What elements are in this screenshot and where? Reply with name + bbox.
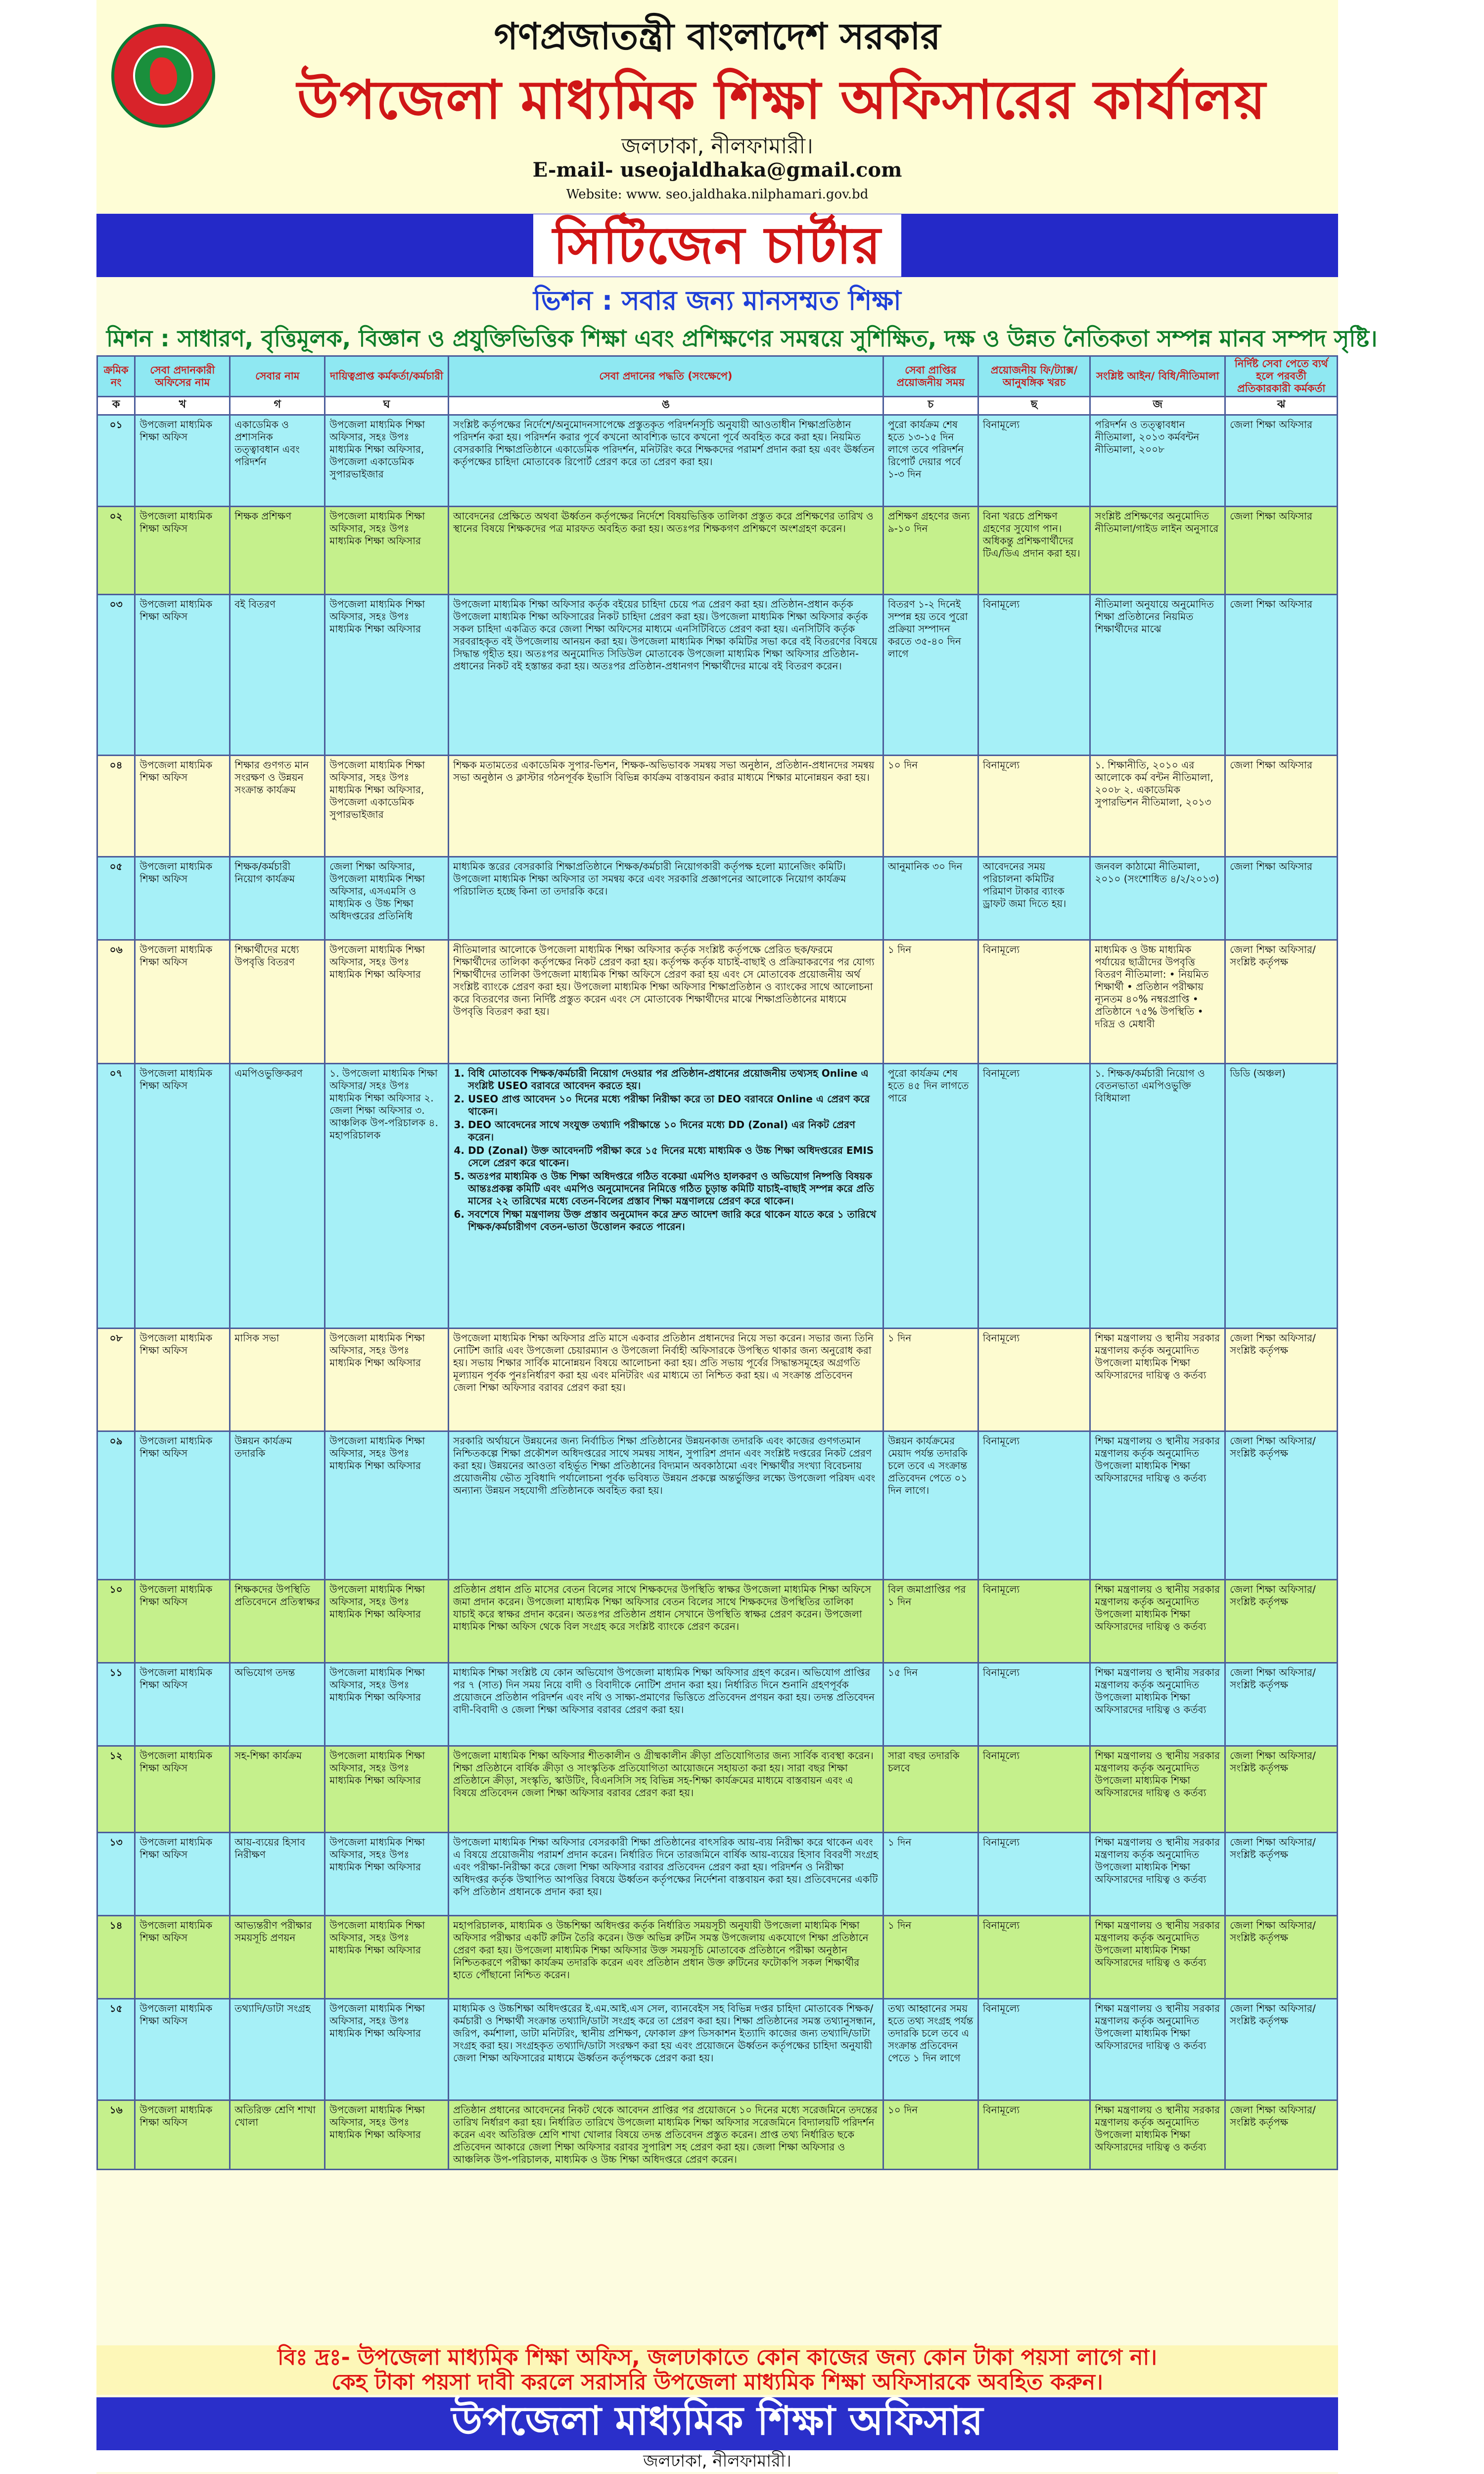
officer-cell: উপজেলা মাধ্যমিক শিক্ষা অফিসার, সহঃ উপঃ মাধ্যমিক শিক্ষা অফিসার, উপজেলা একাডেমিক সুপারভাইজার (325, 756, 449, 857)
column-letter: ক (97, 397, 135, 415)
table-row (97, 940, 1338, 1064)
method-cell: উপজেলা মাধ্যমিক শিক্ষা অফিসার শীতকালীন ও গ্রীষ্মকালীন ক্রীড়া প্রতিযোগিতার জন্য সার্বিক ব্যবস্থা করেন। শিক্ষা প্রতিষ্ঠানে বার্ষিক ক্রীড়া ও সাংস্কৃতিক প্রতিযোগিতা আয়োজনে সহায়তা করা হয়। সারা বছর শিক্ষা প্রতিষ্ঠানে ক্রীড়া, সংস্কৃতি, স্কাউটিং, বিএনসিসি সহ বিভিন্ন সহ-শিক্ষা কার্যক্রমের মাধ্যমে বাস্তবায়ন এবং এ বিষয়ে প্রতিবেদন জেলা শিক্ষা অফিসার বরাবর প্রেরণ করা হয়। (448, 1746, 883, 1833)
remedy-cell: জেলা শিক্ষা অফিসার (1225, 415, 1338, 507)
officer-cell: উপজেলা মাধ্যমিক শিক্ষা অফিসার, সহঃ উপঃ মাধ্যমিক শিক্ষা অফিসার (325, 1580, 449, 1663)
fee-cell: বিনামূল্যে (978, 595, 1090, 756)
remedy-cell: জেলা শিক্ষা অফিসার/ সংশ্লিষ্ট কর্তৃপক্ষ (1225, 2100, 1338, 2170)
office-cell: উপজেলা মাধ্যমিক শিক্ষা অফিস (135, 1833, 230, 1916)
service-cell: শিক্ষকদের উপস্থিতি প্রতিবেদনে প্রতিস্বাক্ষর (230, 1580, 325, 1663)
method-cell: সংশ্লিষ্ট কর্তৃপক্ষের নির্দেশে/অনুমোদনসাপেক্ষে প্রস্তুতকৃত পরিদর্শনসূচি অনুযায়ী আওতাধীন শিক্ষাপ্রতিষ্ঠান পরিদর্শন করা হয়। পরিদর্শন করার পূর্বে কখনো আবশ্যিক ভাবে কখনো পূর্বে অবহিত করে করা হয়। নিয়মিত বেসরকারি শিক্ষাপ্রতিষ্ঠানে একাডেমিক পরিদর্শন, মনিটরিং করে শিক্ষকদের পরামর্শ প্রদান করা হয় এবং ঊর্ধ্বতন কর্তৃপক্ষের চাহিদা মোতাবেক রিপোর্ট প্রেরণ করে তা প্রেরণ করা হয়। (448, 415, 883, 507)
office-cell: উপজেলা মাধ্যমিক শিক্ষা অফিস (135, 756, 230, 857)
officer-cell: উপজেলা মাধ্যমিক শিক্ষা অফিসার, সহঃ উপঃ মাধ্যমিক শিক্ষা অফিসার (325, 940, 449, 1064)
office-cell: উপজেলা মাধ্যমিক শিক্ষা অফিস (135, 1329, 230, 1431)
vision-statement: ভিশন : সবার জন্য মানসম্মত শিক্ষা (533, 285, 901, 316)
fee-cell: বিনামূল্যে (978, 1663, 1090, 1746)
fee-cell: বিনামূল্যে (978, 1999, 1090, 2100)
serial-cell: ১৬ (97, 2100, 135, 2170)
citizen-charter-poster (96, 0, 1378, 2474)
serial-cell: ০৮ (97, 1329, 135, 1431)
service-cell: অভিযোগ তদন্ত (230, 1663, 325, 1746)
law-cell: শিক্ষা মন্ত্রণালয় ও স্থানীয় সরকার মন্ত্রণালয় কর্তৃক অনুমোদিত উপজেলা মাধ্যমিক শিক্ষা অফিসারদের দায়িত্ব ও কর্তব্য (1090, 1833, 1225, 1916)
method-cell: প্রতিষ্ঠান প্রধান প্রতি মাসের বেতন বিলের সাথে শিক্ষকদের উপস্থিতি স্বাক্ষর উপজেলা মাধ্যমিক শিক্ষা অফিসে জমা প্রদান করেন। উপজেলা মাধ্যমিক শিক্ষা অফিসার বেতন বিলের সাথে শিক্ষকদের উপস্থিতির তালিকা যাচাই করে স্বাক্ষর প্রদান করেন। অতঃপর প্রতিষ্ঠান প্রধান সেখানে উপস্থিতি স্বাক্ষর প্রেরণ করেন। উপজেলা মাধ্যমিক শিক্ষা অফিস থেকে বিল সংগ্রহ করে সংশ্লিষ্ট ব্যাংকে প্রেরণ করেন। (448, 1580, 883, 1663)
service-cell: একাডেমিক ও প্রশাসনিক তত্ত্বাবধান এবং পরিদর্শন (230, 415, 325, 507)
column-letter: খ (135, 397, 230, 415)
office-cell: উপজেলা মাধ্যমিক শিক্ষা অফিস (135, 2100, 230, 2170)
officer-cell: উপজেলা মাধ্যমিক শিক্ষা অফিসার, সহঃ উপঃ মাধ্যমিক শিক্ষা অফিসার (325, 1431, 449, 1580)
remedy-cell: জেলা শিক্ষা অফিসার/ সংশ্লিষ্ট কর্তৃপক্ষ (1225, 1999, 1338, 2100)
mpo-steps-list (453, 1067, 879, 1233)
serial-cell: ০৬ (97, 940, 135, 1064)
time-cell: ১ দিন (883, 1833, 978, 1916)
column-header: সেবা প্রদানের পদ্ধতি (সংক্ষেপে) (448, 356, 883, 397)
column-letter: ঘ (325, 397, 449, 415)
mission-statement: মিশন : সাধারণ, বৃত্তিমূলক, বিজ্ঞান ও প্রযুক্তিভিত্তিক শিক্ষা এবং প্রশিক্ষণের সমন্বয়ে সুশিক্ষিত, দক্ষ ও উন্নত নৈতিকতা সম্পন্ন মানব সম্পদ সৃষ্টি। (106, 325, 1378, 352)
column-letter-row (97, 397, 1338, 415)
remedy-cell: জেলা শিক্ষা অফিসার/ সংশ্লিষ্ট কর্তৃপক্ষ (1225, 1916, 1338, 1999)
method-cell (448, 1064, 883, 1329)
column-header: সেবা প্রদানকারী অফিসের নাম (135, 356, 230, 397)
method-cell: শিক্ষক মতামতের একাডেমিক সুপার-ভিশন, শিক্ষক-অভিভাবক সমন্বয় সভা অনুষ্ঠান, প্রতিষ্ঠান-প্রধানদের সমন্বয় সভা অনুষ্ঠান ও ক্লাস্টার গঠনপূর্বক ইভাসি বিভিন্ন কার্যক্রম বাস্তবায়ন করার মাধ্যমে শিক্ষার মানোন্নয়ন করা হয়। (448, 756, 883, 857)
time-cell: আনুমানিক ৩০ দিন (883, 857, 978, 940)
office-cell: উপজেলা মাধ্যমিক শিক্ষা অফিস (135, 1663, 230, 1746)
office-cell: উপজেলা মাধ্যমিক শিক্ষা অফিস (135, 1999, 230, 2100)
remedy-cell: জেলা শিক্ষা অফিসার (1225, 756, 1338, 857)
officer-cell: উপজেলা মাধ্যমিক শিক্ষা অফিসার, সহঃ উপঃ মাধ্যমিক শিক্ষা অফিসার (325, 595, 449, 756)
mpo-step: 1. বিধি মোতাবেক শিক্ষক/কর্মচারী নিয়োগ দেওয়ার পর প্রতিষ্ঠান-প্রধানের প্রয়োজনীয় তথ্যসহ Online এ সংশ্লিষ্ট USEO বরাবরে আবেদন করতে হয়। (468, 1067, 879, 1092)
serial-cell: ০৫ (97, 857, 135, 940)
office-address: জলঢাকা, নীলফামারী। (621, 134, 813, 159)
table-row (97, 1746, 1338, 1833)
fee-cell: বিনামূল্যে (978, 2100, 1090, 2170)
serial-cell: ১২ (97, 1746, 135, 1833)
signature-place: জলঢাকা, নীলফামারী। (96, 2450, 1338, 2472)
serial-cell: ১৪ (97, 1916, 135, 1999)
officer-cell: উপজেলা মাধ্যমিক শিক্ষা অফিসার, সহঃ উপঃ মাধ্যমিক শিক্ষা অফিসার (325, 1833, 449, 1916)
mpo-step: 4. DD (Zonal) উক্ত আবেদনটি পরীক্ষা করে ১৫ দিনের মধ্যে মাধ্যমিক ও উচ্চ শিক্ষা অধিদপ্তরের EMIS সেলে প্রেরণ করে থাকেন। (468, 1144, 879, 1169)
serial-cell: ১৫ (97, 1999, 135, 2100)
fee-cell: বিনামূল্যে (978, 415, 1090, 507)
service-cell: আভ্যন্তরীণ পরীক্ষার সময়সূচি প্রণয়ন (230, 1916, 325, 1999)
law-cell: পরিদর্শন ও তত্ত্বাবধান নীতিমালা, ২০১৩ কর্মবন্টন নীতিমালা, ২০০৮ (1090, 415, 1225, 507)
fee-cell: বিনা খরচে প্রশিক্ষণ গ্রহণের সুযোগ পান। অধিকন্তু প্রশিক্ষণার্থীদের টিএ/ডিএ প্রদান করা হয়। (978, 507, 1090, 595)
office-cell: উপজেলা মাধ্যমিক শিক্ষা অফিস (135, 507, 230, 595)
column-header: ক্রমিক নং (97, 356, 135, 397)
remedy-cell: জেলা শিক্ষা অফিসার/ সংশ্লিষ্ট কর্তৃপক্ষ (1225, 1833, 1338, 1916)
column-header: সেবা প্রাপ্তির প্রয়োজনীয় সময় (883, 356, 978, 397)
service-cell: উন্নয়ন কার্যক্রম তদারকি (230, 1431, 325, 1580)
fee-cell: বিনামূল্যে (978, 1833, 1090, 1916)
table-row (97, 595, 1338, 756)
officer-cell: উপজেলা মাধ্যমিক শিক্ষা অফিসার, সহঃ উপঃ মাধ্যমিক শিক্ষা অফিসার (325, 1329, 449, 1431)
office-cell: উপজেলা মাধ্যমিক শিক্ষা অফিস (135, 1431, 230, 1580)
table-row (97, 1580, 1338, 1663)
table-row (97, 1329, 1338, 1431)
column-header: দায়িত্বপ্রাপ্ত কর্মকর্তা/কর্মচারী (325, 356, 449, 397)
time-cell: ১০ দিন (883, 2100, 978, 2170)
law-cell: শিক্ষা মন্ত্রণালয় ও স্থানীয় সরকার মন্ত্রণালয় কর্তৃক অনুমোদিত উপজেলা মাধ্যমিক শিক্ষা অফিসারদের দায়িত্ব ও কর্তব্য (1090, 1431, 1225, 1580)
service-cell: তথ্যাদি/ডাটা সংগ্রহ (230, 1999, 325, 2100)
remedy-cell: ডিডি (অঞ্চল) (1225, 1064, 1338, 1329)
fee-cell: বিনামূল্যে (978, 1329, 1090, 1431)
service-table-container (96, 355, 1338, 2170)
remedy-cell: জেলা শিক্ষা অফিসার/ সংশ্লিষ্ট কর্তৃপক্ষ (1225, 1431, 1338, 1580)
fee-cell: বিনামূল্যে (978, 1746, 1090, 1833)
time-cell: ১ দিন (883, 940, 978, 1064)
mpo-step: 6. সবশেষে শিক্ষা মন্ত্রণালয় উক্ত প্রস্তাব অনুমোদন করে দ্রুত আদেশ জারি করে থাকেন যাতে করে ১ তারিখে শিক্ষক/কর্মচারীগণ বেতন-ভাতা উত্তোলন করতে পারেন। (468, 1208, 879, 1233)
serial-cell: ০১ (97, 415, 135, 507)
time-cell: বিতরণ ১-২ দিনেই সম্পন্ন হয় তবে পুরো প্রক্রিয়া সম্পাদন করতে ৩৫-৪০ দিন লাগে (883, 595, 978, 756)
remedy-cell: জেলা শিক্ষা অফিসার (1225, 857, 1338, 940)
service-cell: আয়-ব্যয়ের হিসাব নিরীক্ষণ (230, 1833, 325, 1916)
table-row (97, 415, 1338, 507)
office-website: Website: www. seo.jaldhaka.nilphamari.gov.bd (566, 187, 869, 202)
notice-line-1: বিঃ দ্রঃ- উপজেলা মাধ্যমিক শিক্ষা অফিস, জলঢাকাতে কোন কাজের জন্য কোন টাকা পয়সা লাগে না। (278, 2345, 1157, 2370)
mpo-step: 5. অতঃপর মাধ্যমিক ও উচ্চ শিক্ষা অধিদপ্তরে গঠিত বকেয়া এমপিও হালকরণ ও অভিযোগ নিষ্পত্তি বিষয়ক আন্তঃপ্রকল্প কমিটি এবং এমপিও অনুমোদনের নিমিত্তে গঠিত চূড়ান্ত কমিটি যাচাই-বাছাই সম্পন্ন করে প্রতি মাসের ২২ তারিখের মধ্যে বেতন-বিলের প্রস্তাব শিক্ষা মন্ত্রণালয়ে প্রেরণ করে থাকেন। (468, 1170, 879, 1207)
remedy-cell: জেলা শিক্ষা অফিসার/ সংশ্লিষ্ট কর্তৃপক্ষ (1225, 1663, 1338, 1746)
officer-cell: উপজেলা মাধ্যমিক শিক্ষা অফিসার, সহঃ উপঃ মাধ্যমিক শিক্ষা অফিসার (325, 507, 449, 595)
service-cell: শিক্ষক প্রশিক্ষণ (230, 507, 325, 595)
method-cell: উপজেলা মাধ্যমিক শিক্ষা অফিসার বেসরকারী শিক্ষা প্রতিষ্ঠানের বাৎসরিক আয়-ব্যয় নিরীক্ষা করে থাকেন এবং এ বিষয়ে প্রয়োজনীয় পরামর্শ প্রদান করেন। নির্ধারিত দিনে তারজমিনে বার্ষিক আয়-ব্যয়ের হিসাব বিবরণী সংগ্রহ এবং পরীক্ষা-নিরীক্ষা করে জেলা শিক্ষা অফিসার বরাবর প্রতিবেদন প্রেরণ করা হয়। পরিদর্শন ও নিরীক্ষা অধিদপ্তর কর্তৃক উত্থাপিত আপত্তির বিষয়ে ঊর্ধ্বতন কর্তৃপক্ষের নির্দেশনা বাস্তবায়ন করা হয়। প্রতিবেদনের একটি কপি প্রতিষ্ঠান প্রধানকে প্রদান করা হয়। (448, 1833, 883, 1916)
citizen-charter-banner (96, 214, 1338, 277)
citizen-charter-title: সিটিজেন চার্টার (533, 214, 901, 277)
office-email: E-mail- useojaldhaka@gmail.com (532, 158, 902, 182)
remedy-cell: জেলা শিক্ষা অফিসার (1225, 595, 1338, 756)
remedy-cell: জেলা শিক্ষা অফিসার/ সংশ্লিষ্ট কর্তৃপক্ষ (1225, 1746, 1338, 1833)
serial-cell: ০৯ (97, 1431, 135, 1580)
time-cell: তথ্য আহ্বানের সময় হতে তথ্য সংগ্রহ পর্যন্ত তদারকি চলে তবে এ সংক্রান্ত প্রতিবেদন পেতে ১ দিন লাগে (883, 1999, 978, 2100)
law-cell: মাধ্যমিক ও উচ্চ মাধ্যমিক পর্যায়ের ছাত্রীদের উপবৃত্তি বিতরণ নীতিমালা: • নিয়মিত শিক্ষার্থী • প্রতিষ্ঠান পরীক্ষায় ন্যূনতম ৪০% নম্বরপ্রাপ্তি • প্রতিষ্ঠানে ৭৫% উপস্থিতি • দরিদ্র ও মেধাবী (1090, 940, 1225, 1064)
law-cell: শিক্ষা মন্ত্রণালয় ও স্থানীয় সরকার মন্ত্রণালয় কর্তৃক অনুমোদিত উপজেলা মাধ্যমিক শিক্ষা অফিসারদের দায়িত্ব ও কর্তব্য (1090, 1916, 1225, 1999)
office-cell: উপজেলা মাধ্যমিক শিক্ষা অফিস (135, 1064, 230, 1329)
table-row (97, 1663, 1338, 1746)
law-cell: শিক্ষা মন্ত্রণালয় ও স্থানীয় সরকার মন্ত্রণালয় কর্তৃক অনুমোদিত উপজেলা মাধ্যমিক শিক্ষা অফিসারদের দায়িত্ব ও কর্তব্য (1090, 1580, 1225, 1663)
time-cell: প্রশিক্ষণ গ্রহণের জন্য ৯-১০ দিন (883, 507, 978, 595)
service-table (96, 355, 1338, 2170)
law-cell: শিক্ষা মন্ত্রণালয় ও স্থানীয় সরকার মন্ত্রণালয় কর্তৃক অনুমোদিত উপজেলা মাধ্যমিক শিক্ষা অফিসারদের দায়িত্ব ও কর্তব্য (1090, 1329, 1225, 1431)
office-cell: উপজেলা মাধ্যমিক শিক্ষা অফিস (135, 857, 230, 940)
officer-cell: উপজেলা মাধ্যমিক শিক্ষা অফিসার, সহঃ উপঃ মাধ্যমিক শিক্ষা অফিসার (325, 2100, 449, 2170)
fee-cell: বিনামূল্যে (978, 1580, 1090, 1663)
table-row (97, 507, 1338, 595)
table-body (97, 415, 1338, 2170)
service-cell: সহ-শিক্ষা কার্যক্রম (230, 1746, 325, 1833)
method-cell: আবেদনের প্রেক্ষিতে অথবা ঊর্ধ্বতন কর্তৃপক্ষের নির্দেশে বিষয়ভিত্তিক তালিকা প্রস্তুত করে প্রশিক্ষণের তারিখ ও স্থানের বিষয়ে শিক্ষকদের পত্র মারফত অবহিত করা হয়। অতঃপর শিক্ষকগণ প্রশিক্ষণে অংশগ্রহণ করেন। (448, 507, 883, 595)
law-cell: ১. শিক্ষানীতি, ২০১০ এর আলোকে কর্ম বন্টন নীতিমালা, ২০০৮ ২. একাডেমিক সুপারভিশন নীতিমালা, ২০১৩ (1090, 756, 1225, 857)
law-cell: শিক্ষা মন্ত্রণালয় ও স্থানীয় সরকার মন্ত্রণালয় কর্তৃক অনুমোদিত উপজেলা মাধ্যমিক শিক্ষা অফিসারদের দায়িত্ব ও কর্তব্য (1090, 1999, 1225, 2100)
officer-cell: উপজেলা মাধ্যমিক শিক্ষা অফিসার, সহঃ উপঃ মাধ্যমিক শিক্ষা অফিসার (325, 1999, 449, 2100)
officer-cell: উপজেলা মাধ্যমিক শিক্ষা অফিসার, সহঃ উপঃ মাধ্যমিক শিক্ষা অফিসার (325, 1663, 449, 1746)
law-cell: সংশ্লিষ্ট প্রশিক্ষণের অনুমোদিত নীতিমালা/গাইড লাইন অনুসারে (1090, 507, 1225, 595)
law-cell: শিক্ষা মন্ত্রণালয় ও স্থানীয় সরকার মন্ত্রণালয় কর্তৃক অনুমোদিত উপজেলা মাধ্যমিক শিক্ষা অফিসারদের দায়িত্ব ও কর্তব্য (1090, 1746, 1225, 1833)
office-cell: উপজেলা মাধ্যমিক শিক্ষা অফিস (135, 1580, 230, 1663)
table-header-row (97, 356, 1338, 397)
service-cell: অতিরিক্ত শ্রেণি শাখা খোলা (230, 2100, 325, 2170)
law-cell: জনবল কাঠামো নীতিমালা, ২০১০ (সংশোধিত ৪/২/২০১৩) (1090, 857, 1225, 940)
column-letter: ঝ (1225, 397, 1338, 415)
office-cell: উপজেলা মাধ্যমিক শিক্ষা অফিস (135, 415, 230, 507)
time-cell: ১০ দিন (883, 756, 978, 857)
serial-cell: ১১ (97, 1663, 135, 1746)
column-letter: ছ (978, 397, 1090, 415)
time-cell: ১ দিন (883, 1329, 978, 1431)
officer-cell: জেলা শিক্ষা অফিসার, উপজেলা মাধ্যমিক শিক্ষা অফিসার, এসএমসি ও মাধ্যমিক ও উচ্চ শিক্ষা অধিদপ্তরের প্রতিনিধি (325, 857, 449, 940)
remedy-cell: জেলা শিক্ষা অফিসার/ সংশ্লিষ্ট কর্তৃপক্ষ (1225, 940, 1338, 1064)
mpo-step: 2. USEO প্রাপ্ত আবেদন ১০ দিনের মধ্যে পরীক্ষা নিরীক্ষা করে তা DEO বরাবরে Online এ প্রেরণ করে থাকেন। (468, 1093, 879, 1118)
notice-line-2: কেহ টাকা পয়সা দাবী করলে সরাসরি উপজেলা মাধ্যমিক শিক্ষা অফিসারকে অবহিত করুন। (331, 2370, 1103, 2395)
service-cell: মাসিক সভা (230, 1329, 325, 1431)
time-cell: সারা বছর তদারকি চলবে (883, 1746, 978, 1833)
law-cell: ১. শিক্ষক/কর্মচারী নিয়োগ ও বেতনভাতা এমপিওভুক্তি বিধিমালা (1090, 1064, 1225, 1329)
serial-cell: ০২ (97, 507, 135, 595)
mpo-step: 3. DEO আবেদনের সাথে সংযুক্ত তথ্যাদি পরীক্ষান্তে ১০ দিনের মধ্যে DD (Zonal) এর নিকট প্রেরণ করেন। (468, 1119, 879, 1143)
time-cell: পুরো কার্যক্রম শেষ হতে ১৩-১৫ দিন লাগে তবে পরিদর্শন রিপোর্ট দেয়ার পর্বে ১-৩ দিন (883, 415, 978, 507)
law-cell: নীতিমালা অনুযায়ে অনুমোদিত শিক্ষা প্রতিষ্ঠানের নিয়মিত শিক্ষার্থীদের মাঝে (1090, 595, 1225, 756)
remedy-cell: জেলা শিক্ষা অফিসার/ সংশ্লিষ্ট কর্তৃপক্ষ (1225, 1329, 1338, 1431)
method-cell: সরকারি অর্থায়নে উন্নয়নের জন্য নির্বাচিত শিক্ষা প্রতিষ্ঠানের উন্নয়নকাজ তদারকি এবং কাজের গুণগতমান নিশ্চিতকল্পে শিক্ষা প্রকৌশল অধিদপ্তরের সাথে সমন্বয় সাধন, সুপারিশ প্রদান এবং সংশ্লিষ্ট দপ্তরের নিকট প্রেরণ করা হয়। উন্নয়নের আওতা বহির্ভূত শিক্ষা প্রতিষ্ঠানের বিদ্যমান অবকাঠামো এবং শিক্ষার্থীর সংখ্যা বিবেচনায় প্রয়োজনীয় ভৌত সুবিধাদি পর্যালোচনা পূর্বক ভবিষ্যত উন্নয়ন প্রকল্পে অন্তর্ভুক্তির লক্ষ্যে উপজেলা পরিষদ এবং অন্যান্য উন্নয়ন সহযোগী প্রতিষ্ঠানকে অবহিত করা হয়। (448, 1431, 883, 1580)
fee-cell: বিনামূল্যে (978, 1064, 1090, 1329)
column-header: সেবার নাম (230, 356, 325, 397)
time-cell: বিল জমাপ্রাপ্তির পর ১ দিন (883, 1580, 978, 1663)
column-header: প্রয়োজনীয় ফি/ট্যাক্স/ আনুষঙ্গিক খরচ (978, 356, 1090, 397)
column-letter: ঙ (448, 397, 883, 415)
method-cell: মাধ্যমিক স্তরের বেসরকারি শিক্ষাপ্রতিষ্ঠানে শিক্ষক/কর্মচারী নিয়োগকারী কর্তৃপক্ষ হলো ম্যানেজিং কমিটি। উপজেলা মাধ্যমিক শিক্ষা অফিসার তা সমন্বয় করে এবং সরকারি প্রজ্ঞাপনের আলোকে নিয়োগ কার্যক্রম পরিচালিত হচ্ছে কিনা তা তদারকি করে। (448, 857, 883, 940)
signature-title: উপজেলা মাধ্যমিক শিক্ষা অফিসার (96, 2397, 1338, 2452)
notice-box (96, 2345, 1338, 2395)
law-cell: শিক্ষা মন্ত্রণালয় ও স্থানীয় সরকার মন্ত্রণালয় কর্তৃক অনুমোদিত উপজেলা মাধ্যমিক শিক্ষা অফিসারদের দায়িত্ব ও কর্তব্য (1090, 2100, 1225, 2170)
office-cell: উপজেলা মাধ্যমিক শিক্ষা অফিস (135, 940, 230, 1064)
column-header: সংশ্লিষ্ট আইন/ বিধি/নীতিমালা (1090, 356, 1225, 397)
officer-cell: উপজেলা মাধ্যমিক শিক্ষা অফিসার, সহঃ উপঃ মাধ্যমিক শিক্ষা অফিসার (325, 1916, 449, 1999)
table-row (97, 1916, 1338, 1999)
office-title: উপজেলা মাধ্যমিক শিক্ষা অফিসারের কার্যালয় (297, 69, 1266, 131)
officer-cell: ১. উপজেলা মাধ্যমিক শিক্ষা অফিসার/ সহঃ উপঃ মাধ্যমিক শিক্ষা অফিসার ২. জেলা শিক্ষা অফিসার ৩. আঞ্চলিক উপ-পরিচালক ৪. মহাপরিচালক (325, 1064, 449, 1329)
method-cell: প্রতিষ্ঠান প্রধানের আবেদনের নিকট থেকে আবেদন প্রাপ্তির পর প্রয়োজনে ১০ দিনের মধ্যে সরেজমিনে তদন্তের তারিখ নির্ধারণ করা হয়। নির্ধারিত তারিখে উপজেলা মাধ্যমিক শিক্ষা অফিসার সরেজমিনে বিদ্যালয়টি পরিদর্শন করেন এবং অতিরিক্ত শ্রেণি শাখা খোলার বিষয়ে তদন্ত প্রতিবেদন প্রস্তুত করেন। প্রাপ্ত তথ্য নির্ধারিত ছকে প্রতিবেদন আকারে জেলা শিক্ষা অফিসার বরাবর সুপারিশ সহ প্রেরণ করা হয়। জেলা শিক্ষা অফিসার ও আঞ্চলিক উপ-পরিচালক, মাধ্যমিক ও উচ্চ শিক্ষা অধিদপ্তরে প্রেরণ করেন। (448, 2100, 883, 2170)
table-row (97, 1833, 1338, 1916)
table-row (97, 1064, 1338, 1329)
office-header (96, 0, 1338, 213)
serial-cell: ০৭ (97, 1064, 135, 1329)
remedy-cell: জেলা শিক্ষা অফিসার (1225, 507, 1338, 595)
time-cell: ১ দিন (883, 1916, 978, 1999)
service-cell: এমপিওভুক্তিকরণ (230, 1064, 325, 1329)
method-cell: উপজেলা মাধ্যমিক শিক্ষা অফিসার কর্তৃক বইয়ের চাহিদা চেয়ে পত্র প্রেরণ করা হয়। প্রতিষ্ঠান-প্রধান কর্তৃক উপজেলা মাধ্যমিক শিক্ষা অফিসারের নিকট চাহিদা প্রেরণ করা হয়। উপজেলা মাধ্যমিক শিক্ষা অফিসার কর্তৃক সকল চাহিদা একত্রিত করে জেলা শিক্ষা অফিসের মাধ্যমে এনসিটিবিতে প্রেরণ করা হয়। এনসিটিবি কর্তৃক সরবরাহকৃত বই উপজেলায় আনয়ন করা হয়। উপজেলা মাধ্যমিক শিক্ষা কমিটির সভা করে বই বিতরণের বিষয়ে সিদ্ধান্ত গৃহীত হয়। অতঃপর অনুমোদিত সিডিউল মোতাবেক উপজেলা মাধ্যমিক শিক্ষা অফিসার প্রতিষ্ঠান-প্রধানের নিকট বই হস্তান্তর করা হয়। অতঃপর প্রতিষ্ঠান-প্রধানগণ শিক্ষার্থীদের মাঝে বই বিতরণ করেন। (448, 595, 883, 756)
service-cell: বই বিতরণ (230, 595, 325, 756)
office-cell: উপজেলা মাধ্যমিক শিক্ষা অফিস (135, 1916, 230, 1999)
fee-cell: বিনামূল্যে (978, 1431, 1090, 1580)
column-letter: গ (230, 397, 325, 415)
table-row (97, 756, 1338, 857)
service-cell: শিক্ষার গুণগত মান সংরক্ষণ ও উন্নয়ন সংক্রান্ত কার্যক্রম (230, 756, 325, 857)
serial-cell: ০৪ (97, 756, 135, 857)
time-cell: পুরো কার্যক্রম শেষ হতে ৪৫ দিন লাগতে পারে (883, 1064, 978, 1329)
table-row (97, 1999, 1338, 2100)
table-row (97, 857, 1338, 940)
law-cell: শিক্ষা মন্ত্রণালয় ও স্থানীয় সরকার মন্ত্রণালয় কর্তৃক অনুমোদিত উপজেলা মাধ্যমিক শিক্ষা অফিসারদের দায়িত্ব ও কর্তব্য (1090, 1663, 1225, 1746)
service-cell: শিক্ষার্থীদের মধ্যে উপবৃত্তি বিতরণ (230, 940, 325, 1064)
column-header: নির্দিষ্ট সেবা পেতে ব্যর্থ হলে পরবর্তী প্রতিকারকারী কর্মকর্তা (1225, 356, 1338, 397)
time-cell: উন্নয়ন কার্যক্রমের মেয়াদ পর্যন্ত তদারকি চলে তবে এ সংক্রান্ত প্রতিবেদন পেতে ০১ দিন লাগে। (883, 1431, 978, 1580)
fee-cell: আবেদনের সময় পরিচালনা কমিটির পরিমাণ টাকার ব্যাংক ড্রাফট জমা দিতে হয়। (978, 857, 1090, 940)
column-letter: চ (883, 397, 978, 415)
service-cell: শিক্ষক/কর্মচারী নিয়োগ কার্যক্রম (230, 857, 325, 940)
table-row (97, 1431, 1338, 1580)
serial-cell: ০৩ (97, 595, 135, 756)
table-row (97, 2100, 1338, 2170)
fee-cell: বিনামূল্যে (978, 940, 1090, 1064)
method-cell: মাধ্যমিক শিক্ষা সংশ্লিষ্ট যে কোন অভিযোগ উপজেলা মাধ্যমিক শিক্ষা অফিসার গ্রহণ করেন। অভিযোগ প্রাপ্তির পর ৭ (সাত) দিন সময় নিয়ে বাদী ও বিবাদীকে নোটিশ প্রদান করা হয়। নির্ধারিত দিনে শুনানি গ্রহণপূর্বক প্রয়োজনে প্রতিষ্ঠান পরিদর্শন এবং নথি ও সাক্ষ্য-প্রমাণের ভিত্তিতে প্রতিবেদন প্রণয়ন করা হয়। তদন্ত প্রতিবেদন বাদী-বিবাদী ও জেলা শিক্ষা অফিসার বরাবর প্রেরণ করা হয়। (448, 1663, 883, 1746)
serial-cell: ১৩ (97, 1833, 135, 1916)
officer-cell: উপজেলা মাধ্যমিক শিক্ষা অফিসার, সহঃ উপঃ মাধ্যমিক শিক্ষা অফিসার (325, 1746, 449, 1833)
fee-cell: বিনামূল্যে (978, 756, 1090, 857)
method-cell: নীতিমালার আলোকে উপজেলা মাধ্যমিক শিক্ষা অফিসার কর্তৃক সংশ্লিষ্ট কর্তৃপক্ষে প্রেরিত ছক/ফরমে শিক্ষার্থীদের তালিকা কর্তৃপক্ষের নিকট প্রেরণ করা হয়। কর্তৃপক্ষ কর্তৃক যাচাই-বাছাই ও প্রক্রিয়াকরণের পর যোগ্য শিক্ষার্থীদের তালিকা উপজেলা মাধ্যমিক শিক্ষা অফিসে প্রেরণ করা হয় এবং সে মোতাবেক প্রয়োজনীয় অর্থ সংশ্লিষ্ট ব্যাংকে প্রেরণ করা হয়। উপজেলা মাধ্যমিক শিক্ষা অফিসার শিক্ষাপ্রতিষ্ঠান ও ব্যাংকের সাথে আলোচনা করে বিতরণের জন্য নির্দিষ্ট প্রস্তুত করেন এবং সে মোতাবেক শিক্ষার্থীদের মাঝে শিক্ষাপ্রতিষ্ঠানের মাধ্যমে উপবৃত্তি বিতরণ করা হয়। (448, 940, 883, 1064)
serial-cell: ১০ (97, 1580, 135, 1663)
officer-cell: উপজেলা মাধ্যমিক শিক্ষা অফিসার, সহঃ উপঃ মাধ্যমিক শিক্ষা অফিসার, উপজেলা একাডেমিক সুপারভাইজার (325, 415, 449, 507)
method-cell: মহাপরিচালক, মাধ্যমিক ও উচ্চশিক্ষা অধিদপ্তর কর্তৃক নির্ধারিত সময়সূচী অনুযায়ী উপজেলা মাধ্যমিক শিক্ষা অফিসার পরীক্ষার একটি রুটিন তৈরি করেন। উক্ত অভিন্ন রুটিন সমস্ত উপজেলায় একযোগে শিক্ষা প্রতিষ্ঠানে প্রেরণ করা হয়। উপজেলা মাধ্যমিক শিক্ষা অফিসার উক্ত সময়সূচি মোতাবেক প্রতিষ্ঠানে পরীক্ষা অনুষ্ঠান নিশ্চিতকরণে পরীক্ষা কার্যক্রম তদারকি করেন এবং প্রতিষ্ঠান প্রধান উক্ত রুটিনের ফটোকপি সকল শিক্ষার্থীর হাতে পৌঁছানো নিশ্চিত করেন। (448, 1916, 883, 1999)
fee-cell: বিনামূল্যে (978, 1916, 1090, 1999)
government-title: গণপ্রজাতন্ত্রী বাংলাদেশ সরকার (494, 15, 941, 58)
office-cell: উপজেলা মাধ্যমিক শিক্ষা অফিস (135, 595, 230, 756)
remedy-cell: জেলা শিক্ষা অফিসার/ সংশ্লিষ্ট কর্তৃপক্ষ (1225, 1580, 1338, 1663)
method-cell: মাধ্যমিক ও উচ্চশিক্ষা অধিদপ্তরের ই.এম.আই.এস সেল, ব্যানবেইস সহ বিভিন্ন দপ্তর চাহিদা মোতাবেক শিক্ষক/কর্মচারী ও শিক্ষার্থী সংক্রান্ত তথ্যাদি/ডাটা সংগ্রহ করে তা প্রেরণ করা হয়। শিক্ষা প্রতিষ্ঠানের সমস্ত তথ্যানুসন্ধান, জরিপ, কর্মশালা, ডাটা মনিটরিং, স্থানীয় প্রশিক্ষণ, ফোকাল গ্রুপ ডিসকাশন ইত্যাদি কাজের জন্য তথ্যাদি/ডাটা সংগ্রহ করা হয়। সংগ্রহকৃত তথ্যাদি/ডাটা সংরক্ষণ করা হয় এবং প্রয়োজনে ঊর্ধ্বতন কর্তৃপক্ষের চাহিদা অনুযায়ী জেলা শিক্ষা অফিসারের মাধ্যমে ঊর্ধ্বতন কর্তৃপক্ষকে প্রেরণ করা হয়। (448, 1999, 883, 2100)
column-letter: জ (1090, 397, 1225, 415)
method-cell: উপজেলা মাধ্যমিক শিক্ষা অফিসার প্রতি মাসে একবার প্রতিষ্ঠান প্রধানদের নিয়ে সভা করেন। সভার জন্য তিনি নোটিশ জারি এবং উপজেলা চেয়ারম্যান ও উপজেলা নির্বাহী অফিসারকে উপস্থিত থাকার জন্য অনুরোধ করা হয়। সভায় শিক্ষার সার্বিক মানোন্নয়ন বিষয়ে আলোচনা করা হয়। প্রতি সভায় পূর্বের সিদ্ধান্তসমূহের অগ্রগতি মূল্যায়ন পূর্বক পুনঃনির্ধারণ করা হয় এবং মনিটরিং এর মাধ্যমে তা নিশ্চিত করা হয়। এ সংক্রান্ত প্রতিবেদন জেলা শিক্ষা অফিসার বরাবর প্রেরণ করা হয়। (448, 1329, 883, 1431)
time-cell: ১৫ দিন (883, 1663, 978, 1746)
office-cell: উপজেলা মাধ্যমিক শিক্ষা অফিস (135, 1746, 230, 1833)
